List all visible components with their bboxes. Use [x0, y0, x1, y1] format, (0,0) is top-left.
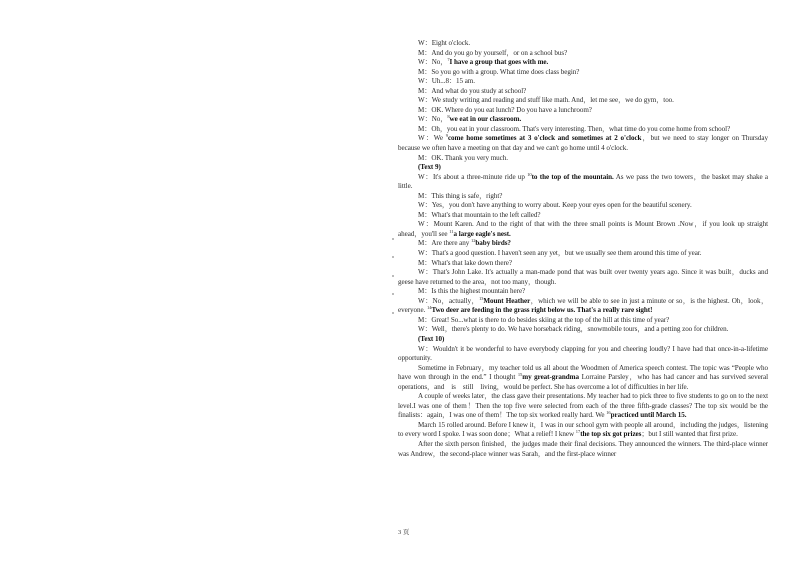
paragraph-4: After the sixth person finished，the judges made their final decisions. They announced the winners. The third-place winner was Andrew，the second-place winner was Sarah，and the first-place winner: [398, 439, 768, 458]
dialogue-line: W：Mount Karen. And to the right of that with the three small points is Mount Brown .Now，if you look up straight ahead，you'll see $^{11}$a large eagle's nest.: [398, 220, 769, 238]
speaker-label: M: [418, 315, 425, 324]
line-text: Well，there's plenty to do. We have horseback riding，snowmobile tours，and a petting zoo for children.: [431, 325, 729, 334]
line-text: That's a good question. I haven't seen any yet，but we usually see them around this time of year.: [431, 249, 702, 258]
dialogue-line: M：And do you go by yourself，or on a school bus?: [418, 48, 568, 57]
line-text: Uh...8：15 am.: [431, 77, 475, 86]
speaker-label: W: [418, 249, 425, 258]
dialogue-line: M：What's that mountain to the left called?: [418, 210, 541, 219]
speaker-label: M: [418, 191, 425, 200]
line-text: That's John Lake. It's actually a man-made pond that was built over twenty years ago. Since it was built，ducks and geese have returned to the area，not too many，though.: [398, 268, 768, 286]
question-number: 8: [447, 114, 450, 120]
line-text: ，but we need to stay longer on Thursday because we often have a meeting on that day and we can't go home until 4 o'clock.: [398, 134, 768, 153]
answer-text: Mount Heather: [483, 296, 531, 305]
line-text: What's that lake down there?: [431, 258, 512, 267]
speaker-label: M: [418, 210, 425, 219]
line-text: ，which we will be able to see in just a minute or so，is the highest. Oh，look，everyone.: [398, 296, 769, 315]
speaker-label: W: [418, 220, 425, 229]
speaker-label: W: [418, 201, 425, 210]
dialogue-line: M：Is this the highest mountain here?: [418, 287, 526, 296]
line-text: It's about a three-minute ride up: [432, 172, 528, 181]
question-number: 10: [527, 171, 532, 177]
line-text: Great! So...what is there to do besides skiing at the top of the hill at this time of year?: [431, 315, 670, 324]
line-text: Are there any: [431, 239, 471, 248]
dialogue-line: M：So you go with a group. What time does class begin?: [418, 67, 580, 76]
text9-section: [398, 173, 768, 335]
dialogue-section: [398, 39, 768, 163]
line-text: As we pass the two towers，the basket may shake a little.: [398, 172, 768, 191]
line-text: Eight o'clock.: [431, 39, 471, 47]
speaker-label: M: [418, 67, 425, 76]
speaker-label: M: [418, 48, 425, 57]
line-text: Yes，you don't have anything to worry about. Keep your eyes open for the beautiful scenery.: [431, 201, 692, 210]
speaker-label: M: [418, 105, 425, 114]
dialogue-line: W：That's a good question. I haven't seen any yet，but we usually see them around this time of year.: [418, 249, 702, 258]
text-column: [398, 39, 776, 459]
speaker-label: W: [418, 134, 425, 143]
line-text: Oh，you eat in your classroom. That's very interesting. Then，what time do you come home from school?: [431, 124, 731, 133]
speaker-label: M: [418, 86, 425, 95]
page-number: 3 页: [398, 529, 410, 536]
answer-text: we eat in our classroom.: [449, 115, 522, 124]
dialogue-line: W：Well，there's plenty to do. We have horseback riding，snowmobile tours，and a petting zoo for children.: [418, 325, 729, 334]
speaker-label: W: [418, 325, 425, 334]
line-text: So you go with a group. What time does class begin?: [431, 67, 580, 76]
paragraph-1: Sometime in February，my teacher told us all about the Woodmen of America speech contest. The topic was “People who have won through in the end.” I thought $^{15}$my great-grandma Lorraine Parsley，who has had cancer and has survived several operations，and is still living，would be perfect. She has overcome a lot of difficulties in her life.: [398, 363, 776, 391]
speaker-label: W: [418, 115, 425, 124]
dialogue-line: M：Great! So...what is there to do besides skiing at the top of the hill at this time of year?: [418, 315, 670, 324]
question-number: 13: [478, 295, 484, 301]
answer-text: to the top of the mountain.: [531, 172, 614, 181]
paragraph-2: A couple of weeks later，the class gave their presentations. My teacher had to pick three to five students to go on to the next level.I was one of them！Then the top five were selected from each of the three fifth-grade classes? The top six would be the finalists：again，I was one of them！The top six worked really hard. We $^{16}$practiced until March 15.: [398, 392, 768, 420]
margin-marks: [392, 238, 396, 328]
dialogue-line: W：Eight o'clock.: [418, 39, 471, 47]
line-text: No，actually，: [432, 296, 479, 305]
line-text: Mount Karen. And to the right of that with the three small points is Mount Brown .Now，if you look up straight ahead，you'll see: [398, 220, 769, 238]
dialogue-line: W：No，$^7$I have a group that goes with me.: [418, 57, 549, 67]
line-text: We: [433, 134, 446, 143]
question-number: 7: [447, 57, 450, 63]
dialogue-line: M：And what do you study at school?: [418, 86, 527, 95]
dialogue-line: W：We $^9$come home sometimes at 3 o'clock and sometimes at 2 o'clock，but we need to stay longer on Thursday because we often have a meeting on that day and we can't go home until 4 o'clock.: [398, 133, 768, 153]
line-text: Is this the highest mountain here?: [431, 287, 526, 296]
question-number: 11: [449, 228, 454, 234]
line-text: We study writing and reading and stuff like math. And，let me see，we do gym，too.: [431, 96, 674, 105]
paragraph-3: March 15 rolled around. Before I knew it，I was in our school gym with people all around，including the judges，listening to every word I spoke. I was soon done；What a relief! I knew $^{17}$the top six got prizes；but I still wanted that first prize.: [398, 420, 768, 439]
line-text: OK. Thank you very much.: [431, 153, 508, 162]
speaker-label: M: [418, 258, 425, 267]
dialogue-line: M：Oh，you eat in your classroom. That's very interesting. Then，what time do you come home from school?: [418, 124, 731, 133]
dialogue-line: W：That's John Lake. It's actually a man-made pond that was built over twenty years ago. Since it was built，ducks and geese have returned to the area，not too many，though.: [398, 268, 768, 286]
question-number: 12: [471, 238, 476, 244]
dialogue-line: W：Wouldn't it be wonderful to have everybody clapping for you and cheering loudly? I have had that once-in-a-lifetime opportunity.: [398, 344, 768, 363]
speaker-label: W: [418, 296, 425, 305]
speaker-label: M: [418, 124, 425, 133]
answer-text: Two deer are feeding in the grass right below us. That's a really rare sight!: [431, 306, 653, 315]
dialogue-line: W：Yes，you don't have anything to worry about. Keep your eyes open for the beautiful scenery.: [418, 201, 692, 210]
line-text: No，: [431, 58, 448, 67]
line-text: And do you go by yourself，or on a school bus?: [431, 48, 568, 57]
speaker-label: W: [418, 268, 425, 277]
answer-text: I have a group that goes with me.: [449, 58, 549, 67]
answer-text: come home sometimes at 3 o'clock and sometimes at 2 o'clock: [447, 134, 642, 143]
line-text: And what do you study at school?: [431, 86, 527, 95]
dialogue-line: W：We study writing and reading and stuff like math. And，let me see，we do gym，too.: [418, 96, 674, 105]
speaker-label: M: [418, 287, 425, 296]
question-number: 14: [427, 305, 432, 311]
speaker-label: W: [418, 344, 425, 353]
dialogue-line: M：OK. Thank you very much.: [418, 153, 508, 162]
speaker-label: W: [418, 77, 425, 86]
dialogue-line: M：What's that lake down there?: [418, 258, 512, 267]
text9-heading: (Text 9): [418, 163, 441, 172]
speaker-label: M: [418, 153, 425, 162]
line-text: No，: [431, 115, 448, 124]
dialogue-line: M：OK. Where do you eat lunch? Do you have a lunchroom?: [418, 105, 592, 114]
speaker-label: M: [418, 239, 425, 248]
dialogue-line: W：No，actually，$^{13}$Mount Heather，which we will be able to see in just a minute or so，is the highest. Oh，look，everyone. $^{14}$Two deer are feeding in the grass right below us. That's a really rare sight!: [398, 295, 769, 315]
text10-heading: (Text 10): [418, 334, 445, 343]
answer-text: baby birds?: [475, 239, 511, 248]
question-number: 9: [445, 133, 448, 139]
line-text: OK. Where do you eat lunch? Do you have a lunchroom?: [431, 105, 592, 114]
dialogue-line: W：It's about a three-minute ride up $^{10}$to the top of the mountain. As we pass the two towers，the basket may shake a little.: [398, 171, 768, 191]
dialogue-line: M：This thing is safe，right?: [418, 191, 503, 200]
line-text: What's that mountain to the left called?: [431, 210, 541, 219]
line-text: Wouldn't it be wonderful to have everybody clapping for you and cheering loudly? I have had that once-in-a-lifetime opportunity.: [398, 344, 768, 363]
dialogue-line: M：Are there any $^{12}$baby birds?: [418, 238, 511, 248]
speaker-label: W: [418, 58, 425, 67]
dialogue-line: W：No，$^8$we eat in our classroom.: [418, 114, 522, 124]
speaker-label: W: [418, 39, 425, 47]
line-text: This thing is safe，right?: [431, 191, 503, 200]
answer-text: a large eagle's nest.: [453, 229, 511, 238]
speaker-label: W: [418, 172, 425, 181]
text10-intro: [398, 345, 768, 364]
dialogue-line: W：Uh...8：15 am.: [418, 77, 475, 86]
speaker-label: W: [418, 96, 425, 105]
